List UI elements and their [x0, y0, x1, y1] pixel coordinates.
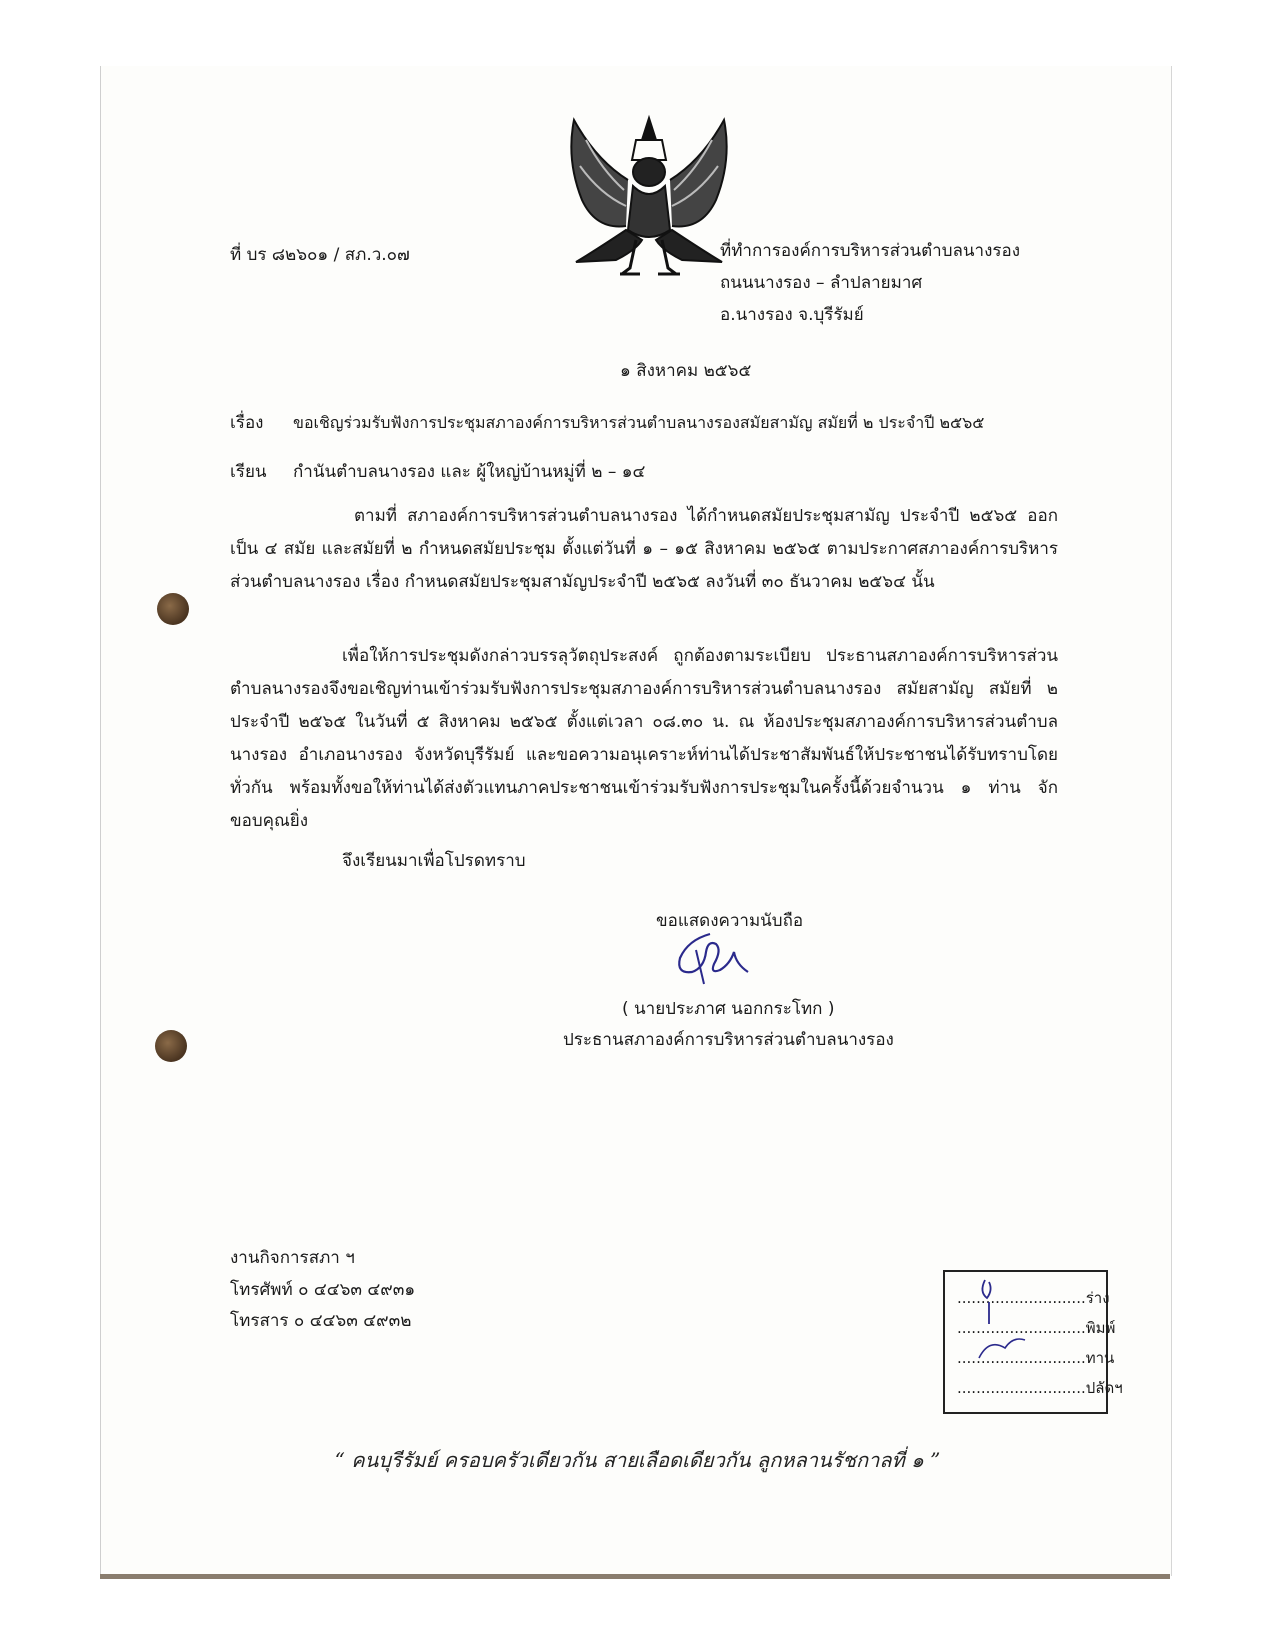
- body-paragraph-2: เพื่อให้การประชุมดังกล่าวบรรลุวัตถุประสงค์ ถูกต้องตามระเบียบ ประธานสภาองค์การบริหารส่วนตำบลนางรองจึงขอเชิญท่านเข้าร่วมรับฟังการประชุมสภาองค์การบริหารส่วนตำบลนางรอง สมัยสามัญ สมัยที่ ๒ ประจำปี ๒๕๖๕ ในวันที่ ๕ สิงหาคม ๒๕๖๕ ตั้งแต่เวลา ๐๘.๓๐ น. ณ ห้องประชุมสภาองค์การบริหารส่วนตำบลนางรอง อำเภอนางรอง จังหวัดบุรีรัมย์ และขอความอนุเคราะห์ท่านได้ประชาสัมพันธ์ให้ประชาชนได้รับทราบโดยทั่วกัน พร้อมทั้งขอให้ท่านได้ส่งตัวแทนภาคประชาชนเข้าร่วมรับฟังการประชุมในครั้งนี้ด้วยจำนวน ๑ ท่าน จักขอบคุณยิ่ง: [230, 646, 1058, 831]
- subject-text: ขอเชิญร่วมรับฟังการประชุมสภาองค์การบริหารส่วนตำบลนางรองสมัยสามัญ สมัยที่ ๒ ประจำปี ๒๕๖๕: [293, 413, 985, 432]
- signer-title: ประธานสภาองค์การบริหารส่วนตำบลนางรอง: [563, 1030, 894, 1050]
- closing-salutation: ขอแสดงความนับถือ: [656, 911, 804, 931]
- approval-row-reviewed: ...........................ทาน: [957, 1349, 1115, 1367]
- body-paragraph-1: ตามที่ สภาองค์การบริหารส่วนตำบลนางรอง ได้กำหนดสมัยประชุมสามัญ ประจำปี ๒๕๖๕ ออกเป็น ๔ สมัย และสมัยที่ ๒ กำหนดสมัยประชุม ตั้งแต่วันที่ ๑ – ๑๕ สิงหาคม ๒๕๖๕ ตามประกาศสภาองค์การบริหารส่วนตำบลนางรอง เรื่อง กำหนดสมัยประชุมสามัญประจำปี ๒๕๖๕ ลงวันที่ ๓๐ ธันวาคม ๒๕๖๔ นั้น: [230, 506, 1058, 592]
- signature: [670, 930, 760, 986]
- signer-name: ( นายประภาศ นอกกระโทก ): [622, 999, 835, 1019]
- letter-date: ๑ สิงหาคม ๒๕๖๕: [620, 361, 752, 381]
- approval-row-typed: ...........................พิมพ์: [957, 1319, 1116, 1337]
- closing-request: จึงเรียนมาเพื่อโปรดทราบ: [342, 851, 526, 871]
- garuda-emblem: [556, 110, 742, 278]
- approval-box: [943, 1270, 1123, 1414]
- department-name: งานกิจการสภา ฯ: [230, 1248, 355, 1268]
- punch-hole-bottom: [155, 1030, 187, 1062]
- approval-row-draft: ...........................ร่าง: [957, 1289, 1110, 1307]
- desk-edge: [100, 1574, 1170, 1579]
- recipient-label: เรียน: [230, 462, 267, 482]
- subject-label: เรื่อง: [230, 413, 264, 433]
- address-line-1: ที่ทำการองค์การบริหารส่วนตำบลนางรอง: [720, 241, 1021, 261]
- recipient-text: กำนันตำบลนางรอง และ ผู้ใหญ่บ้านหมู่ที่ ๒ – ๑๔: [293, 462, 646, 482]
- approval-row-deputy: ...........................ปลัดฯ: [957, 1379, 1123, 1397]
- provincial-motto: “ คนบุรีรัมย์ ครอบครัวเดียวกัน สายเลือดเดียวกัน ลูกหลานรัชกาลที่ ๑ ”: [334, 1448, 941, 1472]
- initials-marks: [965, 1272, 1055, 1372]
- phone-number: โทรศัพท์ ๐ ๔๔๖๓ ๔๙๓๑: [230, 1280, 416, 1300]
- address-line-3: อ.นางรอง จ.บุรีรัมย์: [720, 305, 864, 325]
- fax-number: โทรสาร ๐ ๔๔๖๓ ๔๙๓๒: [230, 1311, 412, 1331]
- reference-number: ที่ บร ๘๒๖๐๑ / สภ.ว.๐๗: [230, 245, 410, 265]
- punch-hole-top: [157, 593, 189, 625]
- address-line-2: ถนนนางรอง – ลำปลายมาศ: [720, 273, 923, 293]
